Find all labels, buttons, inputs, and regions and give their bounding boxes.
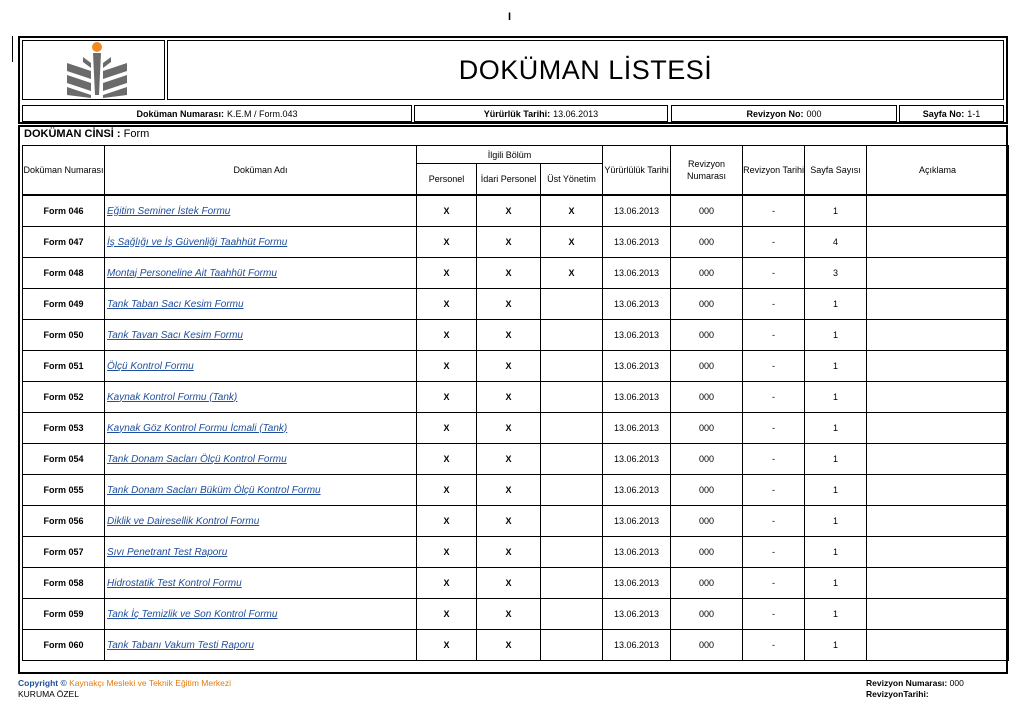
cell-effective-date: 13.06.2013	[603, 444, 671, 475]
footer-revision-number-label: Revizyon Numarası:	[866, 678, 948, 688]
col-doc-number: Doküman Numarası	[23, 146, 105, 196]
cell-doc-code: Form 047	[23, 227, 105, 258]
cell-description	[867, 351, 1009, 382]
cell-top-management-mark	[541, 413, 603, 444]
cell-revision-number: 000	[671, 413, 743, 444]
cell-effective-date: 13.06.2013	[603, 506, 671, 537]
cell-doc-code: Form 053	[23, 413, 105, 444]
cell-page-count: 1	[805, 475, 867, 506]
footer-right	[866, 678, 964, 700]
effective-date-cell	[414, 105, 668, 122]
table-row	[23, 289, 1009, 320]
col-revision-date: Revizyon Tarihi	[743, 146, 805, 196]
cell-doc-code: Form 051	[23, 351, 105, 382]
col-doc-name: Doküman Adı	[105, 146, 417, 196]
cell-admin-personnel-mark: X	[477, 568, 541, 599]
cell-page-count: 4	[805, 227, 867, 258]
cell-personnel-mark: X	[417, 568, 477, 599]
cell-doc-code: Form 049	[23, 289, 105, 320]
cell-effective-date: 13.06.2013	[603, 568, 671, 599]
cell-description	[867, 475, 1009, 506]
doc-link[interactable]: Tank Donam Sacları Büküm Ölçü Kontrol Formu	[107, 484, 321, 496]
cell-personnel-mark: X	[417, 506, 477, 537]
cell-description	[867, 568, 1009, 599]
cell-top-management-mark	[541, 537, 603, 568]
doc-link[interactable]: Tank İç Temizlik ve Son Kontrol Formu	[107, 608, 278, 620]
cell-effective-date: 13.06.2013	[603, 537, 671, 568]
table-row	[23, 351, 1009, 382]
cell-effective-date: 13.06.2013	[603, 289, 671, 320]
cell-personnel-mark: X	[417, 630, 477, 661]
cell-revision-number: 000	[671, 444, 743, 475]
doc-link[interactable]: Hidrostatik Test Kontrol Formu	[107, 577, 242, 589]
doc-link[interactable]: Ölçü Kontrol Formu	[107, 360, 194, 372]
cell-revision-date: -	[743, 568, 805, 599]
cell-doc-name	[105, 599, 417, 630]
col-related-dept: İlgili Bölüm	[417, 146, 603, 164]
cell-revision-date: -	[743, 413, 805, 444]
cell-admin-personnel-mark: X	[477, 444, 541, 475]
cell-description	[867, 444, 1009, 475]
cell-doc-code: Form 052	[23, 382, 105, 413]
cell-revision-number: 000	[671, 351, 743, 382]
cell-top-management-mark	[541, 506, 603, 537]
institution-logo-icon	[23, 41, 164, 99]
cell-admin-personnel-mark: X	[477, 227, 541, 258]
page-mark: I	[508, 11, 512, 23]
cell-page-count: 1	[805, 599, 867, 630]
cell-doc-code: Form 057	[23, 537, 105, 568]
cell-revision-date: -	[743, 444, 805, 475]
cell-revision-number: 000	[671, 630, 743, 661]
cell-revision-number: 000	[671, 506, 743, 537]
doc-link[interactable]: Tank Taban Sacı Kesim Formu	[107, 298, 244, 310]
doc-number-label: Doküman Numarası:	[136, 108, 224, 119]
cell-revision-date: -	[743, 227, 805, 258]
table-row	[23, 195, 1009, 227]
cell-page-count: 1	[805, 630, 867, 661]
cell-page-count: 1	[805, 195, 867, 227]
cell-personnel-mark: X	[417, 599, 477, 630]
cell-revision-date: -	[743, 630, 805, 661]
cell-revision-date: -	[743, 382, 805, 413]
table-row	[23, 320, 1009, 351]
page-no-cell	[899, 105, 1004, 122]
cell-doc-code: Form 058	[23, 568, 105, 599]
cell-personnel-mark: X	[417, 413, 477, 444]
org-name: Kaynakçı Mesleki ve Teknik Eğitim Merkezi	[69, 678, 232, 688]
cell-revision-number: 000	[671, 258, 743, 289]
cell-description	[867, 537, 1009, 568]
cell-admin-personnel-mark: X	[477, 382, 541, 413]
cell-effective-date: 13.06.2013	[603, 258, 671, 289]
cell-personnel-mark: X	[417, 195, 477, 227]
cell-doc-name	[105, 227, 417, 258]
cell-admin-personnel-mark: X	[477, 289, 541, 320]
col-effective-date: Yürürlülük Tarihi	[603, 146, 671, 196]
cell-description	[867, 413, 1009, 444]
cell-admin-personnel-mark: X	[477, 195, 541, 227]
col-revision-number: Revizyon Numarası	[671, 146, 743, 196]
cell-effective-date: 13.06.2013	[603, 195, 671, 227]
cell-top-management-mark	[541, 382, 603, 413]
cell-revision-number: 000	[671, 568, 743, 599]
doc-type-label: DOKÜMAN CİNSİ :	[24, 128, 121, 140]
cell-admin-personnel-mark: X	[477, 475, 541, 506]
doc-link[interactable]: Tank Tabanı Vakum Testi Raporu	[107, 639, 254, 651]
cell-top-management-mark	[541, 444, 603, 475]
cell-top-management-mark	[541, 351, 603, 382]
cell-top-management-mark: X	[541, 195, 603, 227]
cell-doc-code: Form 060	[23, 630, 105, 661]
cell-effective-date: 13.06.2013	[603, 599, 671, 630]
table-row	[23, 630, 1009, 661]
cell-personnel-mark: X	[417, 320, 477, 351]
cell-personnel-mark: X	[417, 289, 477, 320]
page-no-value: 1-1	[967, 108, 981, 119]
cell-effective-date: 13.06.2013	[603, 320, 671, 351]
cell-page-count: 1	[805, 444, 867, 475]
col-top-management: Üst Yönetim	[541, 164, 603, 196]
doc-link[interactable]: Montaj Personeline Ait Taahhüt Formu	[107, 267, 277, 279]
doc-type-value: Form	[123, 128, 150, 140]
table-row	[23, 413, 1009, 444]
cell-page-count: 3	[805, 258, 867, 289]
cell-revision-number: 000	[671, 320, 743, 351]
cell-top-management-mark	[541, 599, 603, 630]
revision-label: Revizyon No:	[746, 108, 804, 119]
cell-doc-code: Form 054	[23, 444, 105, 475]
table-row	[23, 599, 1009, 630]
cell-revision-number: 000	[671, 475, 743, 506]
page-no-label: Sayfa No:	[922, 108, 965, 119]
cell-description	[867, 227, 1009, 258]
col-page-count: Sayfa Sayısı	[805, 146, 867, 196]
doc-link[interactable]: Tank Tavan Sacı Kesim Formu	[107, 329, 243, 341]
col-admin-personnel: İdari Personel	[477, 164, 541, 196]
effective-date-value: 13.06.2013	[553, 108, 599, 119]
cell-personnel-mark: X	[417, 475, 477, 506]
cell-admin-personnel-mark: X	[477, 320, 541, 351]
doc-link[interactable]: Tank Donam Sacları Ölçü Kontrol Formu	[107, 453, 287, 465]
cell-revision-number: 000	[671, 289, 743, 320]
table-row	[23, 382, 1009, 413]
doc-link[interactable]: Eğitim Seminer İstek Formu	[107, 205, 231, 217]
doc-link[interactable]: İş Sağlığı ve İş Güvenliği Taahhüt Formu	[107, 236, 288, 248]
cell-description	[867, 320, 1009, 351]
cell-description	[867, 506, 1009, 537]
doc-link[interactable]: Kaynak Göz Kontrol Formu İcmali (Tank)	[107, 422, 288, 434]
copyright-label: Copyright ©	[18, 678, 67, 688]
cell-doc-name	[105, 475, 417, 506]
cell-personnel-mark: X	[417, 444, 477, 475]
cell-admin-personnel-mark: X	[477, 351, 541, 382]
cell-revision-number: 000	[671, 195, 743, 227]
cell-doc-name	[105, 382, 417, 413]
table-row	[23, 258, 1009, 289]
footer-revision-number-value: 000	[949, 678, 964, 688]
cell-doc-code: Form 048	[23, 258, 105, 289]
cell-description	[867, 599, 1009, 630]
cell-admin-personnel-mark: X	[477, 413, 541, 444]
cell-effective-date: 13.06.2013	[603, 227, 671, 258]
cell-description	[867, 258, 1009, 289]
cell-doc-code: Form 046	[23, 195, 105, 227]
cell-doc-name	[105, 195, 417, 227]
cell-top-management-mark	[541, 289, 603, 320]
cell-revision-date: -	[743, 258, 805, 289]
table-row	[23, 506, 1009, 537]
cell-effective-date: 13.06.2013	[603, 351, 671, 382]
document-table	[22, 145, 1009, 661]
cell-page-count: 1	[805, 320, 867, 351]
cell-doc-name	[105, 320, 417, 351]
cell-admin-personnel-mark: X	[477, 599, 541, 630]
doc-link[interactable]: Kaynak Kontrol Formu (Tank)	[107, 391, 238, 403]
col-description: Açıklama	[867, 146, 1009, 196]
cell-description	[867, 382, 1009, 413]
table-row	[23, 227, 1009, 258]
cell-doc-name	[105, 537, 417, 568]
cell-personnel-mark: X	[417, 258, 477, 289]
effective-date-label: Yürürlük Tarihi:	[483, 108, 551, 119]
cell-doc-name	[105, 630, 417, 661]
cell-doc-code: Form 056	[23, 506, 105, 537]
cell-page-count: 1	[805, 506, 867, 537]
cell-effective-date: 13.06.2013	[603, 382, 671, 413]
cell-revision-date: -	[743, 320, 805, 351]
doc-link[interactable]: Diklik ve Dairesellik Kontrol Formu	[107, 515, 260, 527]
cell-admin-personnel-mark: X	[477, 537, 541, 568]
cell-doc-name	[105, 413, 417, 444]
cell-top-management-mark: X	[541, 258, 603, 289]
cell-doc-code: Form 059	[23, 599, 105, 630]
cell-revision-number: 000	[671, 599, 743, 630]
footer-left	[18, 678, 231, 700]
cell-admin-personnel-mark: X	[477, 506, 541, 537]
doc-number-cell	[22, 105, 412, 122]
table-row	[23, 475, 1009, 506]
logo-box	[22, 40, 165, 100]
cell-personnel-mark: X	[417, 227, 477, 258]
cell-doc-code: Form 050	[23, 320, 105, 351]
cell-page-count: 1	[805, 568, 867, 599]
cell-doc-name	[105, 351, 417, 382]
cell-page-count: 1	[805, 289, 867, 320]
revision-value: 000	[806, 108, 822, 119]
table-row	[23, 444, 1009, 475]
cell-revision-date: -	[743, 351, 805, 382]
cell-doc-name	[105, 568, 417, 599]
table-row	[23, 568, 1009, 599]
col-personnel: Personel	[417, 164, 477, 196]
cell-top-management-mark	[541, 630, 603, 661]
cell-revision-date: -	[743, 475, 805, 506]
cell-description	[867, 630, 1009, 661]
margin-tick	[12, 36, 15, 62]
cell-revision-date: -	[743, 289, 805, 320]
cell-revision-number: 000	[671, 227, 743, 258]
cell-top-management-mark: X	[541, 227, 603, 258]
cell-description	[867, 289, 1009, 320]
cell-top-management-mark	[541, 475, 603, 506]
cell-revision-date: -	[743, 599, 805, 630]
classification: KURUMA ÖZEL	[18, 689, 79, 699]
revision-cell	[671, 105, 897, 122]
cell-revision-number: 000	[671, 382, 743, 413]
cell-personnel-mark: X	[417, 382, 477, 413]
cell-doc-name	[105, 506, 417, 537]
cell-doc-code: Form 055	[23, 475, 105, 506]
cell-doc-name	[105, 258, 417, 289]
page-title: DOKÜMAN LİSTESİ	[167, 40, 1004, 100]
cell-page-count: 1	[805, 537, 867, 568]
cell-description	[867, 195, 1009, 227]
doc-link[interactable]: Sıvı Penetrant Test Raporu	[107, 546, 228, 558]
doc-number-value: K.E.M / Form.043	[227, 108, 298, 119]
cell-top-management-mark	[541, 568, 603, 599]
cell-page-count: 1	[805, 382, 867, 413]
cell-admin-personnel-mark: X	[477, 630, 541, 661]
table-row	[23, 537, 1009, 568]
cell-personnel-mark: X	[417, 537, 477, 568]
cell-revision-date: -	[743, 506, 805, 537]
doc-type	[24, 128, 149, 140]
cell-page-count: 1	[805, 351, 867, 382]
cell-admin-personnel-mark: X	[477, 258, 541, 289]
cell-top-management-mark	[541, 320, 603, 351]
cell-doc-name	[105, 289, 417, 320]
cell-personnel-mark: X	[417, 351, 477, 382]
footer-revision-date-label: RevizyonTarihi:	[866, 689, 929, 699]
cell-revision-date: -	[743, 195, 805, 227]
cell-revision-date: -	[743, 537, 805, 568]
cell-page-count: 1	[805, 413, 867, 444]
cell-effective-date: 13.06.2013	[603, 630, 671, 661]
cell-revision-number: 000	[671, 537, 743, 568]
cell-effective-date: 13.06.2013	[603, 413, 671, 444]
cell-effective-date: 13.06.2013	[603, 475, 671, 506]
cell-doc-name	[105, 444, 417, 475]
